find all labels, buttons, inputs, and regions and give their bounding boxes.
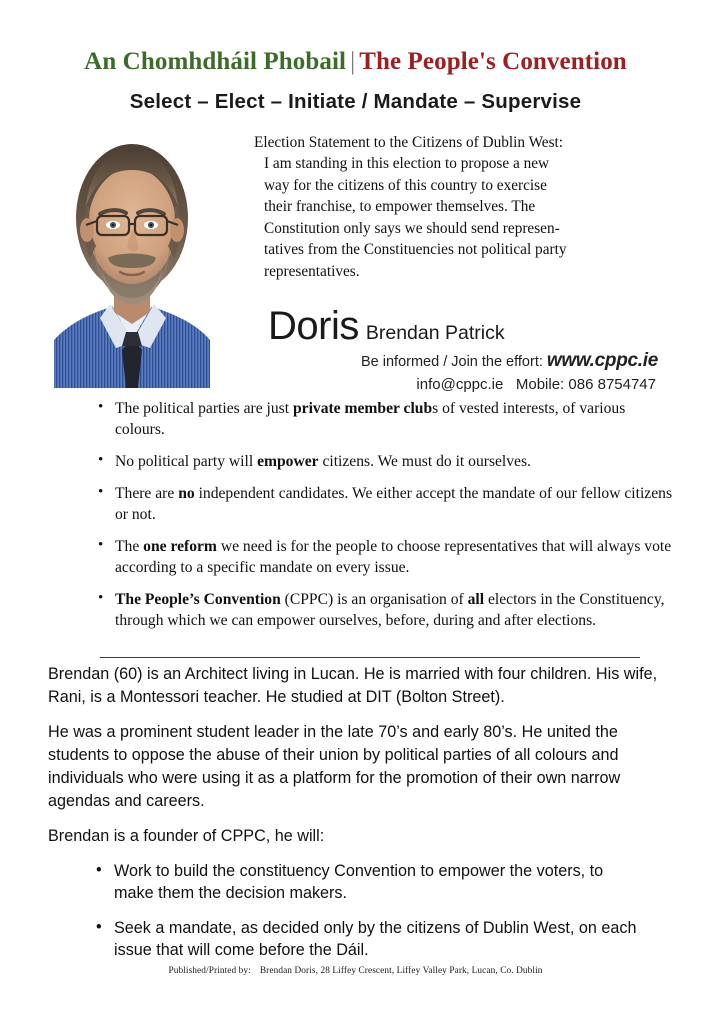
masthead-english-title: The People's Convention <box>359 48 627 75</box>
email-link[interactable]: info@cppc.ie <box>416 375 504 393</box>
statement-line: way for the citizens of this country to exercise <box>264 176 547 194</box>
candidate-name <box>254 304 658 349</box>
statement-line: I am standing in this election to propose a new <box>264 155 550 173</box>
election-statement <box>254 132 658 283</box>
mobile-label: Mobile: <box>515 375 565 393</box>
hero-section <box>0 126 711 393</box>
contact-details-line <box>254 376 658 393</box>
key-point-emphasis: one reform <box>143 537 217 555</box>
biography-section <box>48 663 670 973</box>
key-point-text: citizens. We must do it ourselves. <box>318 452 531 470</box>
tagline: Select – Elect – Initiate / Mandate – Supervise <box>129 89 582 113</box>
imprint-details: Brendan Doris, 28 Liffey Crescent, Liffey Valley Park, Lucan, Co. Dublin <box>259 966 543 976</box>
key-point-emphasis: all <box>467 590 485 608</box>
key-point-item <box>98 536 677 578</box>
section-divider <box>100 657 640 658</box>
key-point-item <box>98 589 677 631</box>
key-point-emphasis: private member club <box>292 399 433 417</box>
candidate-name-block <box>254 304 658 393</box>
key-point-text: No political party will <box>115 452 258 470</box>
masthead-divider: | <box>350 48 356 75</box>
key-point-item <box>98 451 677 472</box>
masthead <box>0 0 711 76</box>
mobile-number: 086 8754747 <box>568 375 656 393</box>
pledges-list <box>48 860 670 961</box>
key-point-emphasis: The People’s Convention <box>115 590 281 608</box>
key-point-emphasis: empower <box>257 452 319 470</box>
statement-line: their franchise, to empower themselves. The <box>264 198 536 216</box>
statement-line: Election Statement to the Citizens of Dublin West: <box>254 133 564 151</box>
key-point-text: (CPPC) is an organisation of <box>280 590 468 608</box>
masthead-irish-title: An Chomhdháil Phobail <box>84 48 347 75</box>
pledge-item: • Work to build the constituency Convention to empower the voters, to make them the decision makers. <box>96 860 640 905</box>
website-line <box>254 350 658 372</box>
key-point-text: s of vested interests, of various colours. <box>115 399 626 438</box>
call-to-action-text: Be informed / Join the effort: <box>360 353 543 370</box>
key-point-text: There are <box>115 484 179 502</box>
candidate-portrait-image <box>50 126 213 388</box>
key-point-text: The <box>115 537 144 555</box>
biography-paragraph: Brendan is a founder of CPPC, he will: <box>48 827 325 845</box>
pledge-item: • Seek a mandate, as decided only by the citizens of Dublin West, on each issue that will come before the Dáil. <box>96 917 640 962</box>
key-point-emphasis: no <box>178 484 195 502</box>
biography-paragraph: Brendan (60) is an Architect living in Lucan. He is married with four children. His wife, Rani, is a Montessori teacher. He studied at DIT (Bolton Street). <box>48 665 658 706</box>
key-point-item <box>98 398 677 440</box>
statement-line: tatives from the Constituencies not political party <box>264 241 567 259</box>
imprint <box>0 966 711 976</box>
key-points-list <box>0 398 711 631</box>
biography-paragraph: He was a prominent student leader in the late 70’s and early 80’s. He united the students to oppose the abuse of their union by political parties of all colours and individuals who were using it as a platform for the promotion of their own narrow agendas and careers. <box>48 723 621 810</box>
statement-line: Constitution only says we should send represen- <box>264 219 560 237</box>
website-link[interactable]: www.cppc.ie <box>546 349 658 371</box>
key-point-text: we need is for the people to choose representatives that will always vote according to a specific mandate on every issue. <box>115 537 672 576</box>
key-point-text: independent candidates. We either accept the mandate of our fellow citizens or not. <box>115 484 673 523</box>
candidate-surname: Doris <box>268 303 359 348</box>
key-point-text: The political parties are just <box>115 399 293 417</box>
key-point-text: electors in the Constituency, through which we can empower ourselves, before, during and after elections. <box>115 590 665 629</box>
key-point-item <box>98 483 677 525</box>
candidate-forenames: Brendan Patrick <box>365 321 505 344</box>
candidate-photo <box>50 126 213 388</box>
statement-line: representatives. <box>264 262 360 280</box>
imprint-label: Published/Printed by: <box>168 966 251 976</box>
